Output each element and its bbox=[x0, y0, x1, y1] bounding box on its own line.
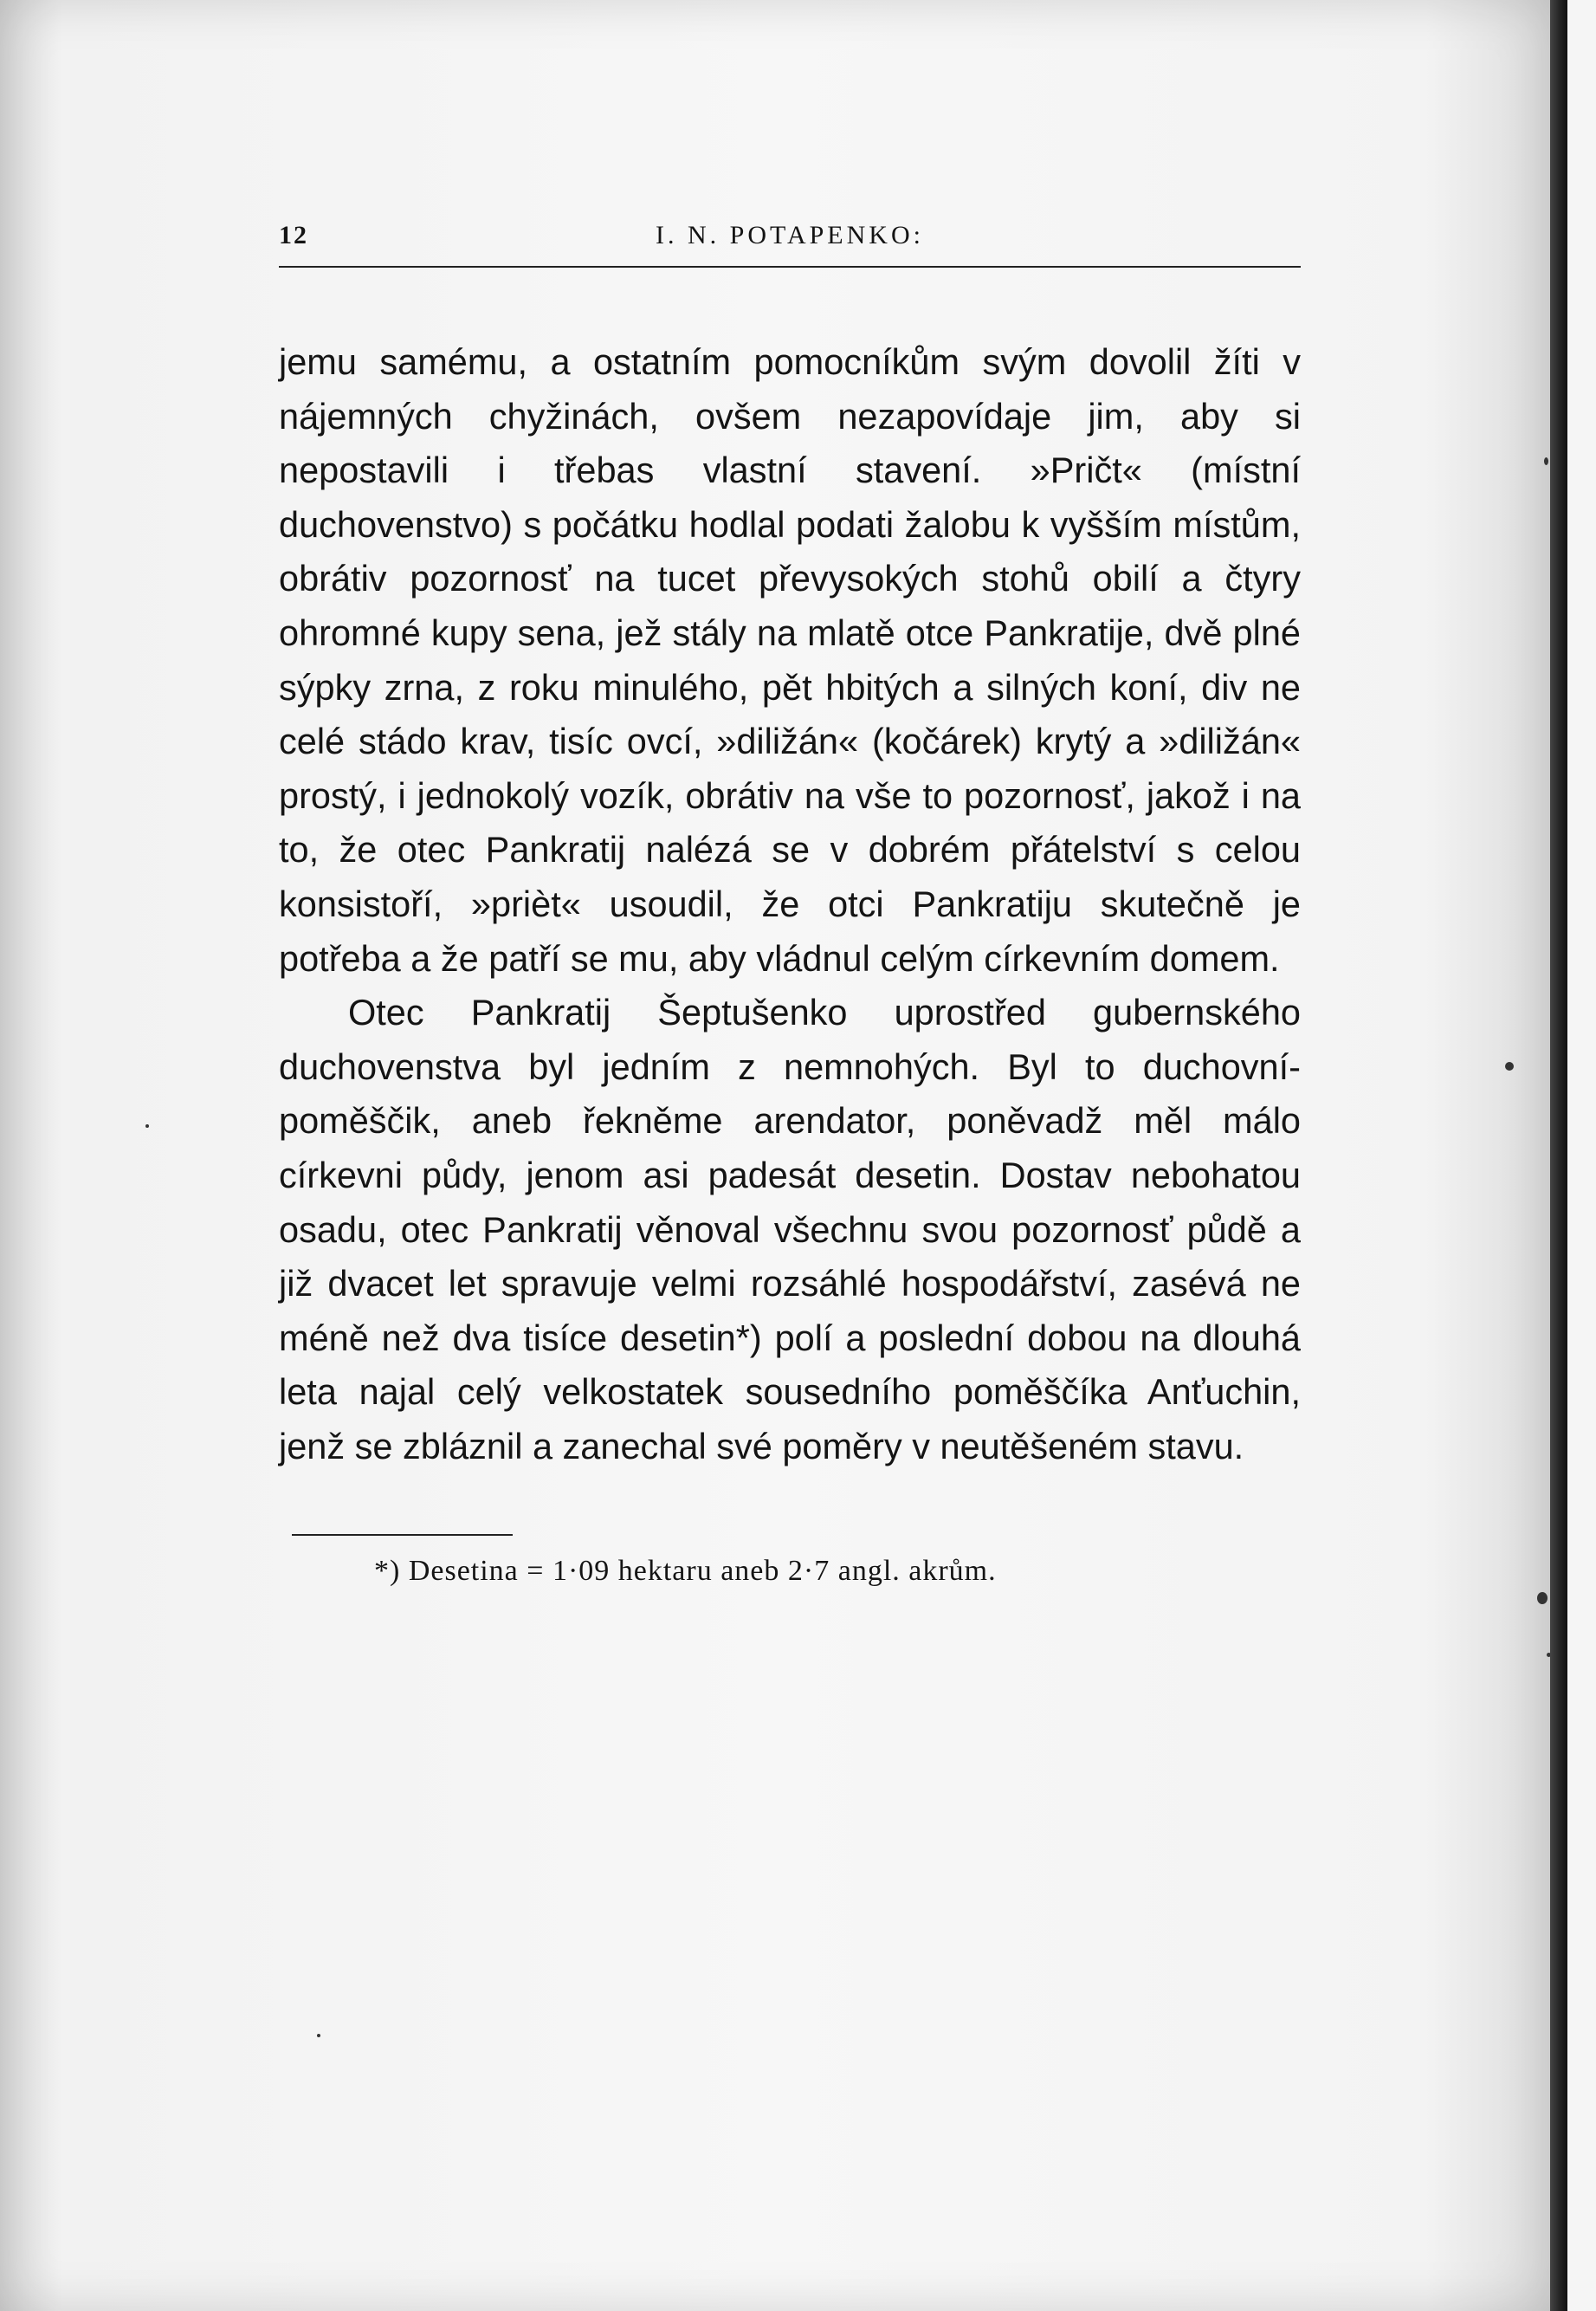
scan-speck bbox=[145, 1124, 149, 1128]
scan-speck bbox=[1544, 457, 1548, 465]
scan-speck bbox=[1505, 1062, 1514, 1071]
next-page-strip bbox=[1567, 0, 1596, 2311]
page-edge bbox=[1550, 0, 1567, 2311]
page-content bbox=[279, 212, 1301, 1588]
page-header bbox=[279, 212, 1301, 264]
paragraph-1: jemu samému, a ostatním pomocníkům svým dovolil žíti v nájemných chyžinách, ovšem nezapovídaje jim, aby si nepostavili i třebas vlastní stavení. »Pričt« (místní duchovenstvo) s počátku hodlal podati žalobu k vyšším místům, obrátiv pozornosť na tucet převysokých stohů obilí a čtyry ohromné kupy sena, jež stály na mlatě otce Pankratije, dvě plné sýpky zrna, z roku minulého, pět hbitých a silných koní, div ne celé stádo krav, tisíc ovcí, »diližán« (kočárek) krytý a »diližán« prostý, i jednokolý vozík, obrátiv na vše to pozornosť, jakož i na to, že otec Pankratij nalézá se v dobrém přátelství s celou konsistoří, »prièt« usoudil, že otci Pankratiju skutečně je potřeba a že patří se mu, aby vládnul celým církevním domem. bbox=[279, 341, 1301, 979]
scan-speck bbox=[1537, 1592, 1548, 1604]
running-head: I. N. POTAPENKO: bbox=[656, 221, 924, 249]
footnote: *) Desetina = 1·09 hektaru aneb 2·7 angl. akrům. bbox=[374, 1555, 997, 1588]
page-number: 12 bbox=[279, 221, 308, 249]
header-rule bbox=[279, 266, 1301, 268]
footnote-rule bbox=[292, 1534, 513, 1536]
body-text bbox=[279, 335, 1301, 1473]
paragraph-2: Otec Pankratij Šeptušenko uprostřed gubernského duchovenstva byl jedním z nemnohých. Byl to duchovní-poměščik, aneb řekněme arendator, poněvadž měl málo církevni půdy, jenom asi padesát desetin. Dostav nebohatou osadu, otec Pankratij věnoval všechnu svou pozornosť půdě a již dvacet let spravuje velmi rozsáhlé hospodářství, zasévá ne méně než dva tisíce desetin*) polí a poslední dobou na dlouhá leta najal celý velkostatek sousedního poměščíka Anťuchin, jenž se zbláznil a zanechal své poměry v neutěšeném stavu. bbox=[279, 992, 1301, 1466]
scan-speck bbox=[317, 2034, 320, 2037]
